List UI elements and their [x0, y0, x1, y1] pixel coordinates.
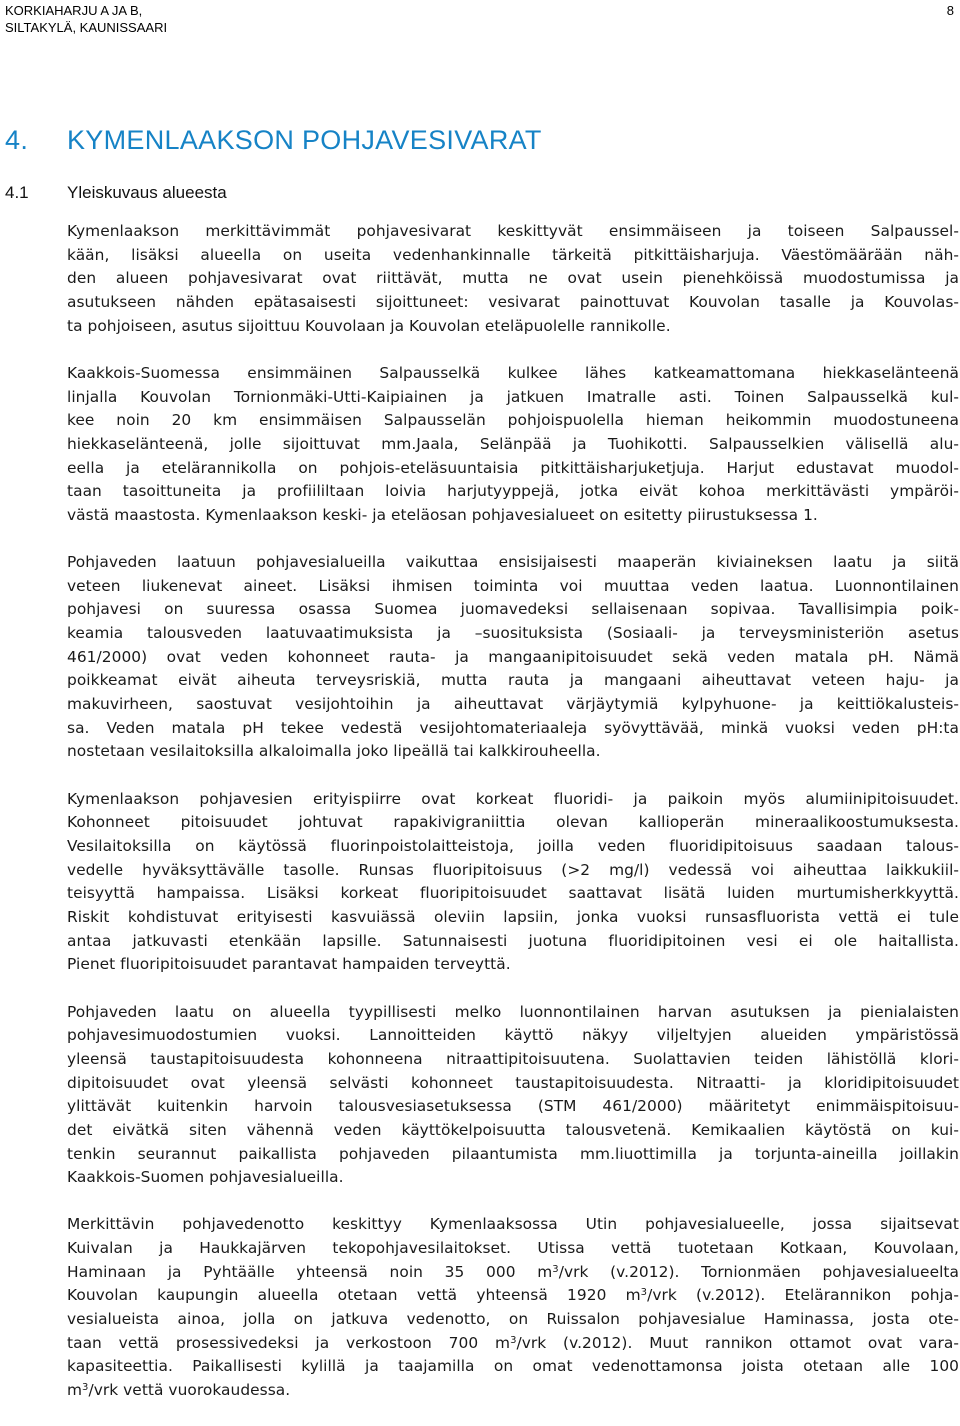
text-line: taan vettä prosessivedeksi ja verkostoon 700 $m^3$/vrk (v.2012). Muut rannikon ottamot ovat vara-	[67, 1333, 960, 1352]
text-line: eella ja etelärannikolla on pohjois-eteläsuuntaisia pitkittäisharjuketjuja. Harjut edustavat muodol-	[67, 458, 959, 477]
text-line: västä maastosta. Kymenlaakson keski- ja eteläosan pohjavesialueet on esitetty piirustuksessa 1.	[67, 505, 818, 524]
text-line: ta pohjoiseen, asutus sijoittuu Kouvolaan ja Kouvolan eteläpuolelle rannikolle.	[67, 316, 671, 335]
chapter-title: KYMENLAAKSON POHJAVESIVARAT	[67, 125, 542, 155]
text-line: Kymenlaakson pohjavesien erityispiirre ovat korkeat fluoridi- ja paikoin myös alumiinipitoisuudet.	[67, 789, 959, 808]
superscript: 3	[82, 1382, 89, 1394]
text-line: vedelle hyväksyttävälle tasolle. Runsas fluoripitoisuus (>2 mg/l) vedessä voi aiheuttaa laikkukiil-	[67, 860, 959, 879]
text-line: Kouvolan kaupungin alueella otetaan vettä yhteensä 1920 $m^3$/vrk (v.2012). Etelärannikon pohja-	[67, 1286, 959, 1305]
page-number: 8	[946, 3, 954, 18]
text-line: Haminaan ja Pyhtäälle yhteensä noin 35 000 $m^3$/vrk (v.2012). Tornionmäen pohjavesialueelta	[67, 1262, 959, 1281]
text-line: pohjavesi on suuressa osassa Suomea juomavedeksi sellaisenaan sopivaa. Tavallisimpia poik-	[67, 600, 959, 619]
text-line: Pohjaveden laatu on alueella tyypillisesti melko luonnontilainen harvan asutuksen ja pienialaisten	[67, 1002, 959, 1021]
text-line: kään, lisäksi alueella on useita vedenhankinnalle tärkeitä pitkittäisharjuja. Väestömäärään näh-	[67, 245, 959, 264]
superscript: 3	[510, 1334, 517, 1346]
text-line: det eivätkä siten vähennä veden käyttökelpoisuutta talousvetenä. Kemikaalien käytöstä on kui-	[67, 1120, 959, 1139]
text-line: makuvirheen, saostuvat vesijohtoihin ja aiheuttavat värjäytymiä kylpyhuone- ja keittiökalusteis-	[67, 695, 959, 714]
text-line: hiekkaselänteenä, jolle sijoittuvat mm.Jaala, Selänpää ja Tuohikotti. Salpausselkien välisellä alu-	[67, 434, 959, 453]
superscript: 3	[640, 1287, 648, 1299]
text-line: veteen liukenevat aineet. Lisäksi ihmisen toiminta voi muuttaa veden laatua. Luonnontilainen	[67, 576, 959, 595]
header-line-2: SILTAKYLÄ, KAUNISSAARI	[5, 20, 168, 35]
text-line: poikkeamat eivät aiheuta terveysriskiä, mutta rauta ja mangaani aiheuttavat veteen haju- ja	[67, 671, 959, 690]
text-line: Pienet fluoripitoisuudet parantavat hampaiden terveyttä.	[67, 955, 511, 974]
text-line: Kaakkois-Suomen pohjavesialueilla.	[67, 1168, 344, 1187]
body-text	[67, 220, 959, 1403]
document-header	[5, 2, 167, 36]
section-title: Yleiskuvaus alueesta	[67, 183, 227, 202]
superscript: 3	[552, 1263, 559, 1275]
text-line: ylittävät kuitenkin harvoin talousvesiasetuksessa (STM 461/2000) määritetyt enimmäispitoisuu-	[67, 1097, 959, 1116]
text-line: Pohjaveden laatuun pohjavesialueilla vaikuttaa ensisijaisesti maaperän kiviaineksen laatu ja siitä	[67, 553, 959, 572]
chapter-number: 4.	[5, 125, 29, 155]
section-heading	[5, 182, 227, 204]
text-line: linjalla Kouvolan Tornionmäki-Utti-Kaipiainen ja jatkuen Imatralle asti. Toinen Salpausselkä kul-	[67, 387, 959, 406]
header-line-1: KORKIAHARJU A JA B,	[5, 3, 143, 18]
paragraph	[67, 1213, 959, 1402]
text-line: dipitoisuudet ovat yleensä selvästi kohonneet taustapitoisuudesta. Nitraatti- ja kloridipitoisuudet	[67, 1073, 959, 1092]
text-line: antaa jatkuvasti etenkään lapsille. Satunnaisesti juotuna fluoridipitoinen vesi ei ole haitallista.	[67, 931, 959, 950]
text-line: Kaakkois-Suomessa ensimmäinen Salpausselkä kulkee lähes katkeamattomana hiekkaselänteenä	[67, 363, 959, 382]
text-line: Kohonneet pitoisuudet johtuvat rapakivigraniittia olevan kallioperän mineraalikoostumuksesta.	[67, 813, 959, 832]
text-line: Kymenlaakson merkittävimmät pohjavesivarat keskittyvät ensimmäiseen ja toiseen Salpaussel-	[67, 222, 959, 240]
paragraph	[67, 362, 959, 528]
text-line: nostetaan vesilaitoksilla alkaloimalla joko lipeällä tai kalkkirouheella.	[67, 742, 601, 761]
text-line: 461/2000) ovat veden kohonneet rauta- ja mangaanipitoisuudet sekä veden matala pH. Nämä	[67, 647, 959, 666]
paragraph	[67, 551, 959, 764]
text-line: pohjavesimuodostumien vuoksi. Lannoitteiden käyttö näkyy viljeltyjen alueiden ympäristössä	[67, 1026, 959, 1045]
text-line: yleensä taustapitoisuudesta kohonneena nitraattipitoisuutena. Suolattavien teiden lähistöllä klori-	[67, 1049, 959, 1068]
text-line: kapasiteettia. Paikallisesti kylillä ja taajamilla on omat vedenottamonsa joista otetaan alle 100	[67, 1357, 959, 1376]
text-line: Merkittävin pohjavedenotto keskittyy Kymenlaaksossa Utin pohjavesialueelle, jossa sijaitsevat	[67, 1215, 959, 1234]
text-line: tenkin seurannut paikallista pohjaveden pilaantumista mm.liuottimilla ja torjunta-aineilla joillakin	[67, 1144, 959, 1163]
text-line: vesialueista ainoa, jolla on jatkuva vedenotto, on Ruissalon pohjavesialue Haminassa, josta ote-	[67, 1310, 959, 1329]
text-line: asutukseen nähden epätasaisesti sijoittuneet: vesivarat painottuvat Kouvolan tasalle ja Kouvolas-	[67, 292, 959, 311]
text-line: Riskit kohdistuvat erityisesti kasvuiässä oleviin lapsiin, jonka vuoksi runsasfluorista vettä ei tule	[67, 907, 959, 926]
paragraph	[67, 220, 959, 338]
paragraph	[67, 788, 959, 977]
paragraph	[67, 1001, 959, 1190]
section-number: 4.1	[5, 183, 29, 202]
text-line: $m^3$/vrk vettä vuorokaudessa.	[67, 1381, 291, 1400]
text-line: teisyyttä hampaissa. Lisäksi korkeat fluoripitoisuudet saattavat lisätä luiden murtumisherkkyyttä.	[67, 884, 959, 903]
text-line: Vesilaitoksilla on käytössä fluorinpoistolaitteistoja, joilla veden fluoridipitoisuus saadaan talous-	[67, 837, 959, 856]
text-line: sa. Veden matala pH tekee vedestä vesijohtomateriaaleja syövyttävää, minkä vuoksi veden pH:ta	[67, 718, 959, 737]
text-line: kee noin 20 km ensimmäisen Salpausselän pohjoispuolella hieman heikommin muodostuneena	[67, 411, 959, 430]
chapter-heading	[5, 124, 542, 156]
text-line: taan tasoittuneita ja profiililtaan loivia harjutyyppejä, jotka eivät kohoa merkittävästi ympäröi-	[67, 482, 959, 501]
text-line: Kuivalan ja Haukkajärven tekopohjavesilaitokset. Utissa vettä tuotetaan Kotkaan, Kouvolaan,	[67, 1239, 959, 1258]
text-line: den alueen pohjavesivarat ovat riittävät, mutta ne ovat usein pienehköissä muodostumissa ja	[67, 269, 959, 288]
text-line: keamia talousveden laatuvaatimuksista ja –suosituksista (Sosiaali- ja terveysministeriön asetus	[67, 624, 959, 643]
